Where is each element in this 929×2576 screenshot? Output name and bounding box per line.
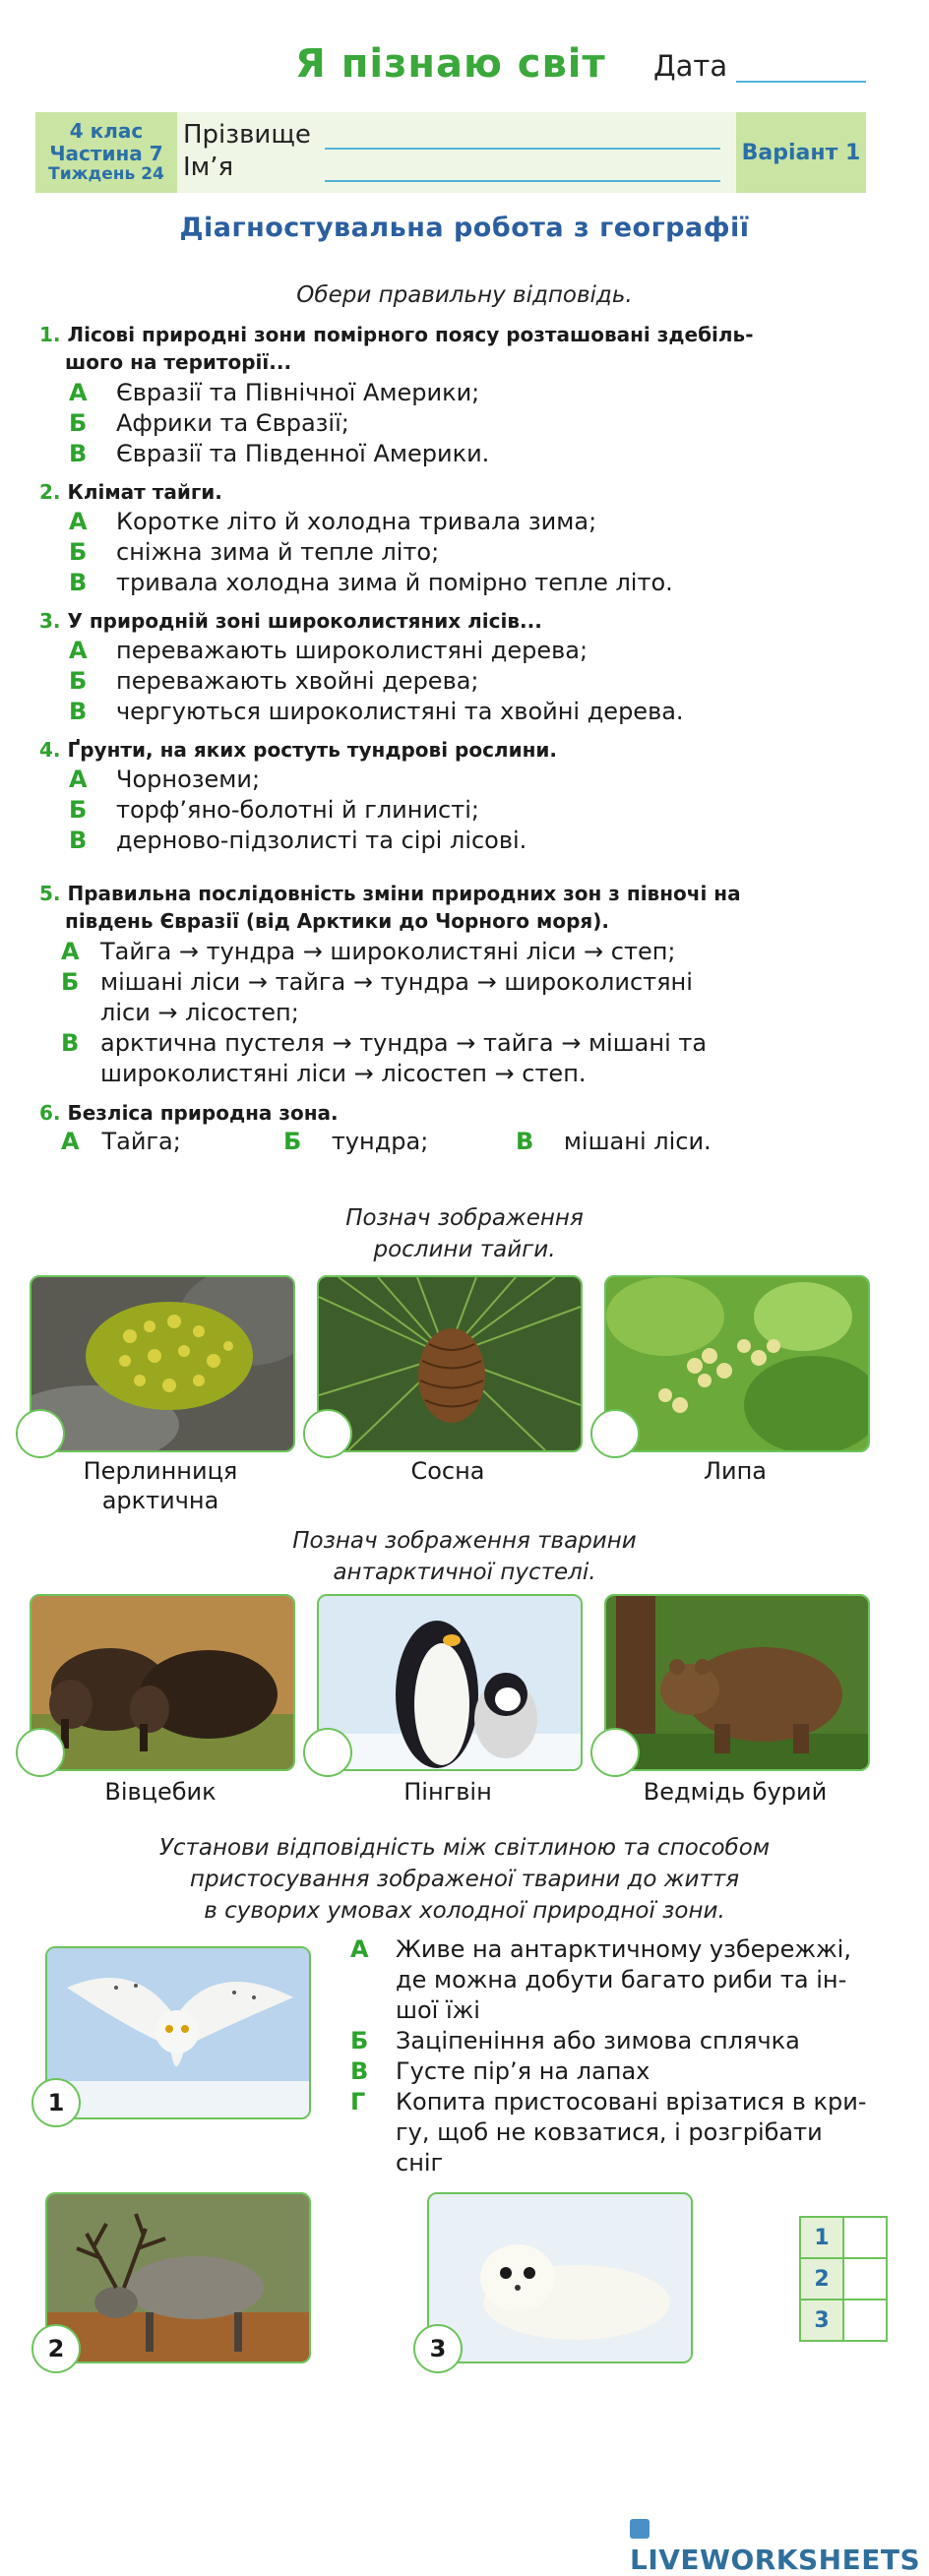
option-text: Євразії та Північної Америки; (116, 379, 480, 406)
question-text: Лісові природні зони помірного поясу розташовані здебіль- (67, 323, 754, 346)
option-text: Заціпеніння або зимова сплячка (396, 2027, 800, 2055)
option-text: Тайга → тундра → широколистяні ліси → степ; (100, 938, 676, 965)
option-text-cont: широколистяні ліси → лісостеп → степ. (100, 1060, 587, 1087)
option-text-cont: ліси → лісостеп; (100, 999, 299, 1026)
question-4 (39, 736, 787, 764)
instruction-plants (0, 1202, 929, 1265)
q4-option-a[interactable] (69, 765, 797, 795)
liveworksheets-logo (630, 2511, 929, 2576)
option-text-cont: шої їжі (396, 1996, 480, 2024)
q6-option-b[interactable] (283, 1128, 428, 1155)
surname-label: Прізвище (183, 120, 311, 150)
instruction-line: рослини тайги. (373, 1237, 556, 1262)
question-text: У природній зоні широколистяних лісів... (67, 609, 542, 633)
part-label: Частина 7 (49, 142, 163, 166)
row-number: 2 (800, 2258, 843, 2300)
option-letter: В (516, 1128, 534, 1155)
question-number: 6. (39, 1101, 61, 1125)
question-number: 4. (39, 738, 61, 762)
class-label: 4 клас (69, 119, 144, 144)
image-linden (604, 1275, 870, 1452)
option-text: дерново-підзолисті та сірі лісові. (116, 827, 527, 854)
option-text: мішані ліси. (563, 1128, 712, 1155)
q5-option-c[interactable] (61, 1028, 789, 1089)
image-musk-ox (30, 1594, 295, 1771)
caption-pine: Сосна (410, 1457, 485, 1485)
question-number: 1. (39, 323, 61, 346)
option-letter: А (69, 637, 88, 664)
option-letter: Г (350, 2088, 366, 2116)
page-title: Я пізнаю світ (295, 41, 606, 87)
answer-circle[interactable] (590, 1728, 640, 1777)
match-option-b (350, 2026, 882, 2056)
option-letter: Б (69, 538, 88, 566)
option-text-cont: де можна добути багато риби та ін- (396, 1966, 847, 1993)
option-text-cont: сніг (396, 2149, 444, 2177)
question-number: 2. (39, 480, 61, 504)
question-5 (39, 880, 787, 935)
q3-option-a[interactable] (69, 636, 797, 666)
question-2 (39, 478, 787, 506)
option-letter: Б (283, 1128, 302, 1155)
instruction-line: Познач зображення тварини (292, 1528, 637, 1554)
option-text: Густе пір’я на лапах (396, 2057, 650, 2085)
table-row (800, 2258, 887, 2300)
reindeer-illustration (47, 2194, 309, 2361)
penguin-illustration (319, 1596, 581, 1769)
brown-bear-illustration (606, 1596, 868, 1769)
image-snowy-owl (45, 1946, 311, 2119)
seal-pup-illustration (429, 2194, 691, 2361)
caption-line: Перлинниця (83, 1457, 238, 1485)
date-field[interactable] (736, 81, 866, 83)
row-number: 1 (800, 2217, 843, 2258)
answer-cell[interactable] (843, 2217, 887, 2258)
option-text: тривала холодна зима й помірно тепле літо. (116, 569, 673, 596)
match-option-d (350, 2087, 882, 2178)
q6-option-c[interactable] (516, 1128, 712, 1155)
q2-option-c[interactable] (69, 568, 797, 598)
answer-circle[interactable] (303, 1728, 352, 1777)
option-letter: А (69, 508, 88, 535)
photo-number-3: 3 (413, 2324, 463, 2373)
option-letter: Б (350, 2027, 369, 2055)
option-text: Африки та Євразії; (116, 409, 349, 437)
answer-cell[interactable] (843, 2300, 887, 2341)
caption-arctic-pearlwort (30, 1456, 291, 1515)
option-text: Євразії та Південної Америки. (116, 440, 490, 467)
photo-number-2: 2 (31, 2324, 81, 2373)
logo-icon (630, 2519, 650, 2539)
variant-badge: Варіант 1 (736, 112, 866, 193)
caption-linden: Липа (703, 1457, 768, 1485)
option-text: Копита пристосовані врізатися в кри- (396, 2088, 867, 2116)
option-letter: В (69, 698, 88, 725)
q4-option-b[interactable] (69, 795, 797, 826)
instruction-line: в суворих умовах холодної природної зони. (204, 1898, 725, 1924)
moss-plant-illustration (31, 1277, 293, 1450)
name-field[interactable] (325, 180, 720, 182)
q5-option-b[interactable] (61, 967, 789, 1028)
answer-circle[interactable] (16, 1409, 65, 1458)
snowy-owl-illustration (47, 1948, 309, 2117)
option-text: переважають хвойні дерева; (116, 667, 479, 695)
option-text: мішані ліси → тайга → тундра → широколистяні (100, 968, 693, 996)
q2-option-a[interactable] (69, 507, 797, 537)
option-text: Чорноземи; (116, 766, 261, 793)
instruction-line: Установи відповідність між світлиною та способом (158, 1835, 771, 1861)
week-label: Тиждень 24 (48, 164, 164, 185)
table-row (800, 2300, 887, 2341)
instruction-choose: Обери правильну відповідь. (296, 282, 633, 308)
q2-option-b[interactable] (69, 537, 797, 568)
option-text: Тайга; (101, 1128, 181, 1155)
option-text-cont: гу, щоб не ковзатися, і розгрібати (396, 2118, 823, 2146)
option-text: Живе на антарктичному узбережжі, (396, 1935, 851, 1963)
table-row (800, 2217, 887, 2258)
image-penguin (317, 1594, 583, 1771)
date-label: Дата (653, 49, 728, 83)
musk-ox-illustration (31, 1596, 293, 1769)
caption-musk-ox: Вівцебик (104, 1778, 217, 1806)
question-text: Правильна послідовність зміни природних зон з півночі на (67, 882, 741, 905)
option-text: сніжна зима й тепле літо; (116, 538, 440, 566)
option-letter: В (61, 1029, 80, 1057)
question-text-cont: південь Євразії (від Арктики до Чорного моря). (65, 909, 609, 933)
question-number: 3. (39, 609, 61, 633)
instruction-line: Познач зображення (345, 1205, 584, 1231)
image-reindeer (45, 2192, 311, 2363)
q4-option-c[interactable] (69, 826, 797, 856)
option-letter: А (61, 938, 80, 965)
option-text: Коротке літо й холодна тривала зима; (116, 508, 597, 535)
option-letter: В (69, 440, 88, 467)
answer-circle[interactable] (16, 1728, 65, 1777)
question-1 (39, 321, 787, 376)
name-label: Ім’я (183, 153, 234, 182)
image-arctic-pearlwort (30, 1275, 295, 1452)
question-6 (39, 1099, 787, 1127)
question-text: Безліса природна зона. (67, 1101, 339, 1125)
image-seal-pup (427, 2192, 693, 2363)
caption-line: арктична (101, 1487, 219, 1514)
q6-option-a[interactable] (61, 1128, 181, 1155)
match-option-a (350, 1934, 882, 2026)
instruction-line: пристосування зображеної тварини до життя (189, 1867, 740, 1892)
option-letter: Б (69, 796, 88, 824)
option-letter: А (61, 1128, 80, 1155)
brand-text: LIVEWORKSHEETS (630, 2544, 921, 2576)
image-brown-bear (604, 1594, 870, 1771)
option-letter: Б (61, 968, 80, 996)
instruction-animals (0, 1525, 929, 1588)
caption-penguin: Пінгвін (403, 1778, 492, 1806)
option-letter: А (69, 379, 88, 406)
option-letter: В (69, 827, 88, 854)
option-letter: А (69, 766, 88, 793)
q3-option-c[interactable] (69, 697, 797, 727)
option-letter: В (69, 569, 88, 596)
answer-circle[interactable] (303, 1409, 352, 1458)
option-text: тундра; (331, 1128, 429, 1155)
question-text: Ґрунти, на яких ростуть тундрові рослини. (67, 738, 558, 762)
q1-option-b[interactable] (69, 408, 797, 439)
q1-option-c[interactable] (69, 439, 797, 469)
caption-brown-bear: Ведмідь бурий (643, 1778, 828, 1806)
option-text: чергуються широколистяні та хвойні дерева. (116, 698, 684, 725)
class-info-box (35, 112, 177, 193)
option-text: переважають широколистяні дерева; (116, 637, 588, 664)
question-3 (39, 607, 787, 635)
photo-number-1: 1 (31, 2078, 81, 2127)
option-text: торф’яно-болотні й глинисті; (116, 796, 479, 824)
surname-field[interactable] (325, 148, 720, 150)
q3-option-b[interactable] (69, 666, 797, 697)
instruction-line: антарктичної пустелі. (333, 1560, 596, 1585)
answer-table (799, 2216, 888, 2342)
linden-flowers-illustration (606, 1277, 868, 1450)
q1-option-a[interactable] (69, 378, 797, 408)
q5-option-a[interactable] (61, 937, 789, 967)
instruction-matching (0, 1832, 929, 1927)
option-letter: Б (69, 667, 88, 695)
image-pine (317, 1275, 583, 1452)
pine-cone-illustration (319, 1277, 581, 1450)
question-text-cont: шого на території... (65, 350, 292, 374)
match-option-c (350, 2056, 882, 2087)
answer-circle[interactable] (590, 1409, 640, 1458)
question-text: Клімат тайги. (67, 480, 222, 504)
option-letter: В (350, 2057, 369, 2085)
option-letter: Б (69, 409, 88, 437)
row-number: 3 (800, 2300, 843, 2341)
answer-cell[interactable] (843, 2258, 887, 2300)
option-text: арктична пустеля → тундра → тайга → мішані та (100, 1029, 708, 1057)
worksheet-subtitle: Діагностувальна робота з географії (179, 213, 750, 243)
option-letter: А (350, 1935, 369, 1963)
question-number: 5. (39, 882, 61, 905)
